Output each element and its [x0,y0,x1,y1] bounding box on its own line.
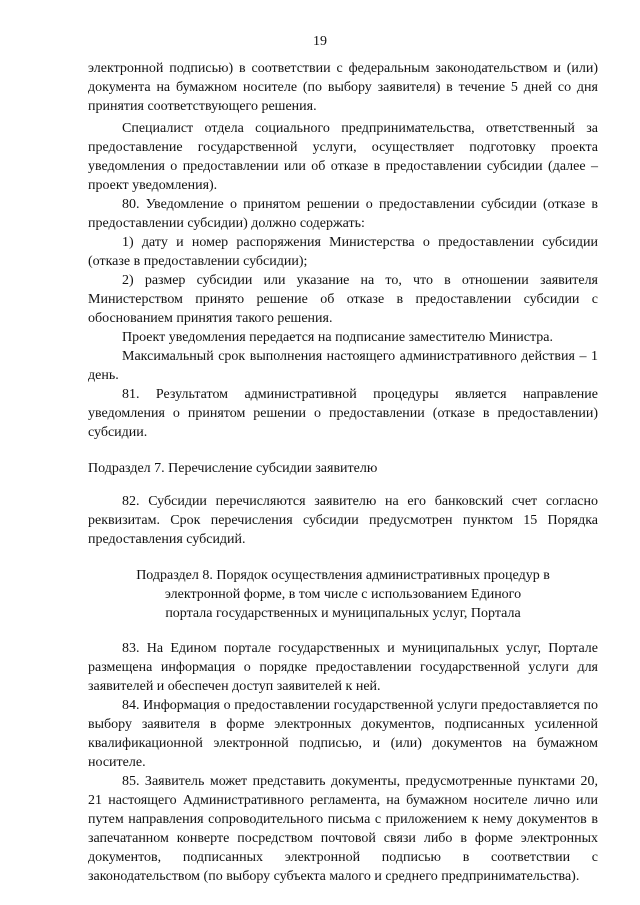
paragraph-item-80: 80. Уведомление о принятом решении о предоставлении субсидии (отказе в предоставлении субсидии) должно содержать: [88,197,598,231]
paragraph: Проект уведомления передается на подписание заместителю Министра. [122,330,553,345]
paragraph: 2) размер субсидии или указание на то, что в отношении заявителя Министерством принято решение об отказе в предоставлении субсидии с обоснованием принятия такого решения. [88,273,598,326]
paragraph-item-81: 81. Результатом административной процедуры является направление уведомления о принятом решении о предоставлении (отказе в предоставлении) субсидии. [88,387,598,440]
subsection-8-heading-line: Подраздел 8. Порядок осуществления административных процедур в [136,568,550,583]
subsection-7-heading: Подраздел 7. Перечисление субсидии заявителю [88,461,378,476]
paragraph-item-82: 82. Субсидии перечисляются заявителю на его банковский счет согласно реквизитам. Срок перечисления субсидии предусмотрен пунктом 15 Порядка предоставления субсидий. [88,494,598,547]
paragraph: электронной подписью) в соответствии с федеральным законодательством и (или) документа на бумажном носителе (по выбору заявителя) в течение 5 дней со дня принятия соответствующего решения. [88,61,598,114]
paragraph-item-84: 84. Информация о предоставлении государственной услуги предоставляется по выбору заявителя в форме электронных документов, подписанных усиленной квалификационной электронной подписью, и (или) документов на бумажном носителе. [88,698,598,770]
paragraph: Максимальный срок выполнения настоящего административного действия – 1 день. [88,349,598,383]
paragraph: 1) дату и номер распоряжения Министерства о предоставлении субсидии (отказе в предоставлении субсидии); [88,235,598,269]
subsection-8-heading [88,566,598,623]
paragraph-item-85: 85. Заявитель может представить документы, предусмотренные пунктами 20, 21 настоящего Административного регламента, на бумажном носителе лично или путем направления сопроводительного письма с приложением к нему документов в запечатанном конверте посредством почтовой связи либо в форме электронных документов, подписанных электронной подписью в соответствии с законодательством (по выбору субъекта малого и среднего предпринимательства). [88,774,598,884]
paragraph-item-83: 83. На Едином портале государственных и муниципальных услуг, Портале размещена информация о порядке предоставлении государственной услуги для заявителей и обеспечен доступ заявителей к ней. [88,641,598,694]
document-body [88,59,598,886]
page-number: 19 [313,34,327,49]
paragraph: Специалист отдела социального предпринимательства, ответственный за предоставление государственной услуги, осуществляет подготовку проекта уведомления о предоставлении или об отказе в предоставлении субсидии (далее – проект уведомления). [88,121,598,193]
subsection-8-heading-line: портала государственных и муниципальных услуг, Портала [165,606,521,621]
subsection-8-heading-line: электронной форме, в том числе с использованием Единого [164,587,522,602]
